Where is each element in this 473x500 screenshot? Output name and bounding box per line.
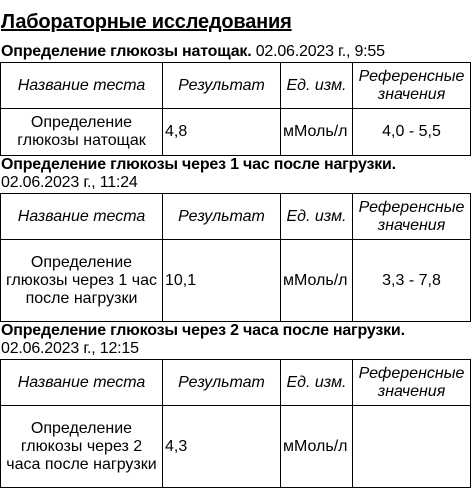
cell-result: 10,1	[163, 240, 281, 322]
results-table-1h	[0, 193, 471, 322]
header-result: Результат	[163, 360, 281, 406]
cell-reference	[353, 406, 471, 488]
cell-test-name: Определение глюкозы через 1 час после нагрузки	[1, 240, 163, 322]
page-title: Лабораторные исследования	[1, 11, 292, 33]
table-row	[1, 406, 471, 488]
section-date: 02.06.2023 г., 9:55	[255, 43, 385, 60]
header-result: Результат	[163, 194, 281, 240]
header-reference: Референсные значения	[353, 194, 471, 240]
section-heading-fasting	[1, 43, 385, 61]
table-row	[1, 240, 471, 322]
cell-result: 4,8	[163, 109, 281, 156]
cell-result: 4,3	[163, 406, 281, 488]
results-table-2h	[0, 359, 471, 488]
cell-test-name: Определение глюкозы натощак	[1, 109, 163, 156]
section-date: 02.06.2023 г., 12:15	[1, 340, 139, 357]
results-table-fasting	[0, 62, 471, 156]
cell-reference: 3,3 - 7,8	[353, 240, 471, 322]
cell-unit: мМоль/л	[281, 109, 353, 156]
header-result: Результат	[163, 63, 281, 109]
header-unit: Ед. изм.	[281, 360, 353, 406]
cell-unit: мМоль/л	[281, 406, 353, 488]
table-viewport	[0, 359, 473, 500]
header-reference: Референсные значения	[353, 360, 471, 406]
header-test-name: Название теста	[1, 194, 163, 240]
header-unit: Ед. изм.	[281, 63, 353, 109]
section-title: Определение глюкозы натощак.	[1, 43, 252, 60]
cell-unit: мМоль/л	[281, 240, 353, 322]
section-date: 02.06.2023 г., 11:24	[1, 174, 138, 191]
header-unit: Ед. изм.	[281, 194, 353, 240]
section-title: Определение глюкозы через 2 часа после нагрузки.	[1, 322, 405, 339]
cell-test-name: Определение глюкозы через 2 часа после нагрузки	[1, 406, 163, 488]
header-reference: Референсные значения	[353, 63, 471, 109]
section-heading-1h	[1, 156, 471, 192]
header-test-name: Название теста	[1, 360, 163, 406]
table-row	[1, 109, 471, 156]
cell-reference: 4,0 - 5,5	[353, 109, 471, 156]
header-test-name: Название теста	[1, 63, 163, 109]
section-heading-2h	[1, 322, 471, 358]
section-title: Определение глюкозы через 1 час после нагрузки.	[1, 156, 396, 173]
